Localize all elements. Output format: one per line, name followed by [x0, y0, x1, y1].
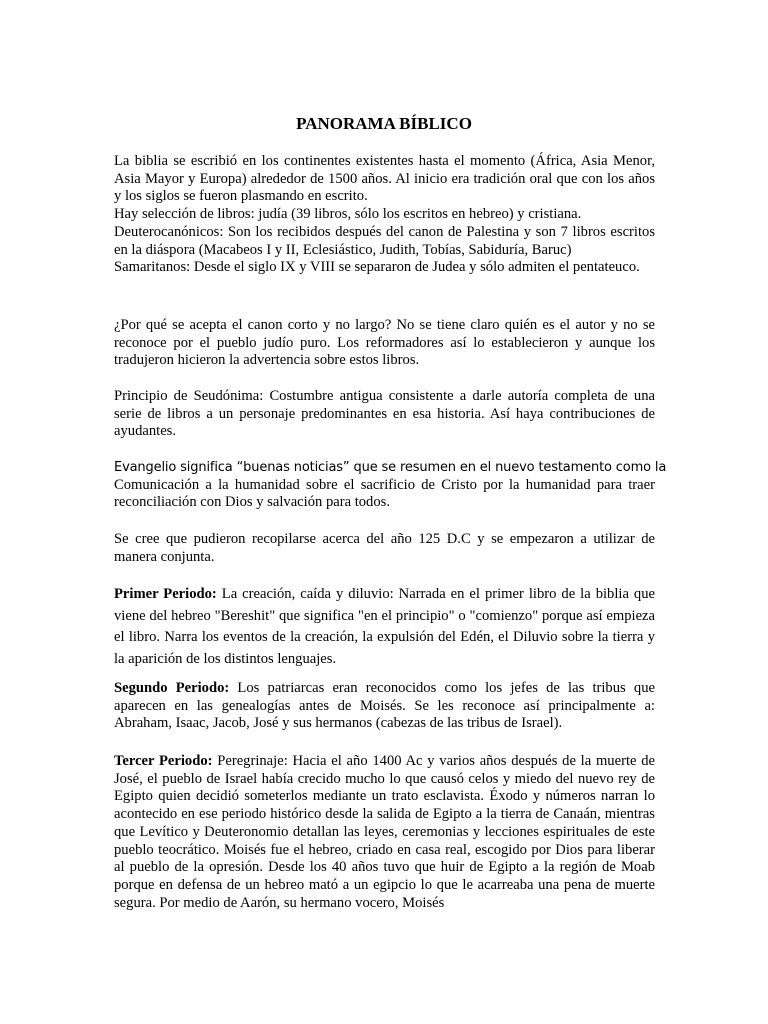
- recopilacion-paragraph: Se cree que pudieron recopilarse acerca del año 125 D.C y se empezaron a utilizar de manera conjunta.: [114, 531, 655, 565]
- tercer-periodo-label: Tercer Periodo:: [114, 753, 213, 769]
- segundo-periodo-paragraph: [114, 680, 655, 733]
- primer-periodo-paragraph: [114, 584, 655, 671]
- tercer-periodo-text: Peregrinaje: Hacia el año 1400 Ac y varios años después de la muerte de José, el pueblo de Israel había crecido mucho lo que causó celos y miedo del nuevo rey de Egipto quien decidió someterlos mediante un trato esclavista. Éxodo y números narran lo acontecido en ese periodo histórico desde la salida de Egipto a la tierra de Canaán, mientras que Levítico y Deuteronomio detallan las leyes, ceremonias y lecciones espirituales de este pueblo teocrático. Moisés fue el hebreo, criado en casa real, escogido por Dios para liberar al pueblo de la opresión. Desde los 40 años tuvo que huir de Egipto a la región de Moab porque en defensa de un hebreo mató a un egipcio lo que le acarreaba una pena de muerte segura. Por medio de Aarón, su hermano vocero, Moisés: [114, 753, 655, 911]
- segundo-periodo-label: Segundo Periodo:: [114, 680, 230, 696]
- intro-paragraph-2: Hay selección de libros: judía (39 libros, sólo los escritos en hebreo) y cristiana.: [114, 206, 582, 223]
- seudonima-paragraph: Principio de Seudónima: Costumbre antigua consistente a darle autoría completa de una serie de libros a un personaje predominantes en esa historia. Así haya contribuciones de ayudantes.: [114, 388, 655, 440]
- evangelio-paragraph: [114, 459, 667, 512]
- segundo-periodo-text: Los patriarcas eran reconocidos como los jefes de las tribus que aparecen en las genealogías antes de Moisés. Se les reconoce así principalmente a: Abraham, Isaac, Jacob, José y sus hermanos (cabezas de las tribus de Israel).: [114, 680, 655, 732]
- page-title: PANORAMA BÍBLICO: [296, 114, 472, 133]
- intro-paragraph-3: Deuterocanónicos: Son los recibidos después del canon de Palestina y son 7 libros escritos en la diáspora (Macabeos I y II, Eclesiástico, Judith, Tobías, Sabiduría, Baruc): [114, 223, 655, 258]
- tercer-periodo-paragraph: [114, 753, 655, 912]
- intro-paragraph-4: Samaritanos: Desde el siglo IX y VIII se separaron de Judea y sólo admiten el pentateuco.: [114, 259, 640, 276]
- primer-periodo-label: Primer Periodo:: [114, 586, 217, 602]
- evangelio-line-1: Evangelio significa “buenas noticias” que se resumen en el nuevo testamento como la: [114, 460, 667, 475]
- primer-periodo-text: La creación, caída y diluvio: Narrada en el primer libro de la biblia que viene del hebreo "Bereshit" que significa "en el principio" o "comienzo" porque así empieza el libro. Narra los eventos de la creación, la expulsión del Edén, el Diluvio sobre la tierra y la aparición de los distintos lenguajes.: [114, 586, 655, 668]
- evangelio-rest: Comunicación a la humanidad sobre el sacrificio de Cristo por la humanidad para traer reconciliación con Dios y salvación para todos.: [114, 476, 655, 511]
- intro-paragraph-1: La biblia se escribió en los continentes existentes hasta el momento (África, Asia Menor, Asia Mayor y Europa) alrededor de 1500 años. Al inicio era tradición oral que con los años y los siglos se fueron plasmando en escrito.: [114, 153, 655, 205]
- canon-paragraph: ¿Por qué se acepta el canon corto y no largo? No se tiene claro quién es el autor y no se reconoce por el pueblo judío puro. Los reformadores así lo establecieron y aunque los tradujeron hicieron la advertencia sobre estos libros.: [114, 317, 655, 369]
- intro-section: [114, 153, 655, 277]
